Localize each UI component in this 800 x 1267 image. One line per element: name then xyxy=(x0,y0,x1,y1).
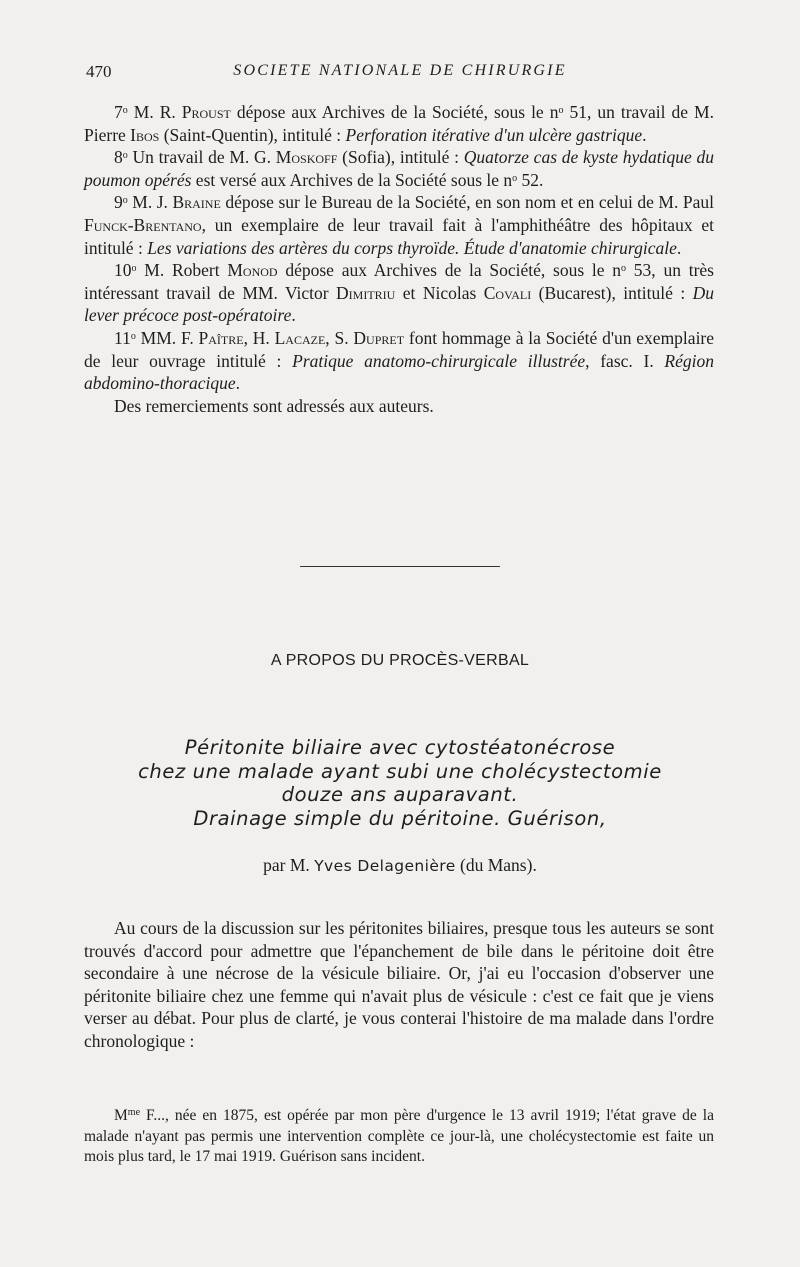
byline: par M. Yves Delagenière (du Mans). xyxy=(263,855,537,875)
article-title-line: Drainage simple du péritoine. Guérison, xyxy=(193,806,607,830)
announcement-item: 7$^o$ M. R. Proust dépose aux Archives de la Société, sous le $n^o$ 51, un travail de M. Pierre Ibos (Saint-Quentin), intitulé : Perforation itérative d'un ulcère gastrique. xyxy=(84,102,714,145)
section-heading: A PROPOS DU PROCÈS-VERBAL xyxy=(270,652,530,669)
article-title-line: Péritonite biliaire avec cytostéatonécrose xyxy=(184,736,616,759)
page-header xyxy=(0,58,800,88)
case-paragraph: $M^{me}$ F..., née en 1875, est opérée par mon père d'urgence le 13 avril 1919; l'état grave de la malade n'ayant pas permis une intervention complète ce jour-là, une cholécystectomie est faite un mois plus tard, le 17 mai 1919. Guérison sans incident. xyxy=(84,1107,714,1165)
announcement-item: 10$^o$ M. Robert Monod dépose aux Archives de la Société, sous le $n^o$ 53, un très intéressant travail de MM. Victor Dimitriu et Nicolas Covali (Bucarest), intitulé : Du lever précoce post-opératoire. xyxy=(84,260,714,326)
article-title-line: douze ans auparavant. xyxy=(281,783,519,806)
author-name: Yves Delagenière xyxy=(314,857,456,875)
page-number: 470 xyxy=(86,62,112,81)
announcement-item: 8$^o$ Un travail de M. G. Moskoff (Sofia), intitulé : Quatorze cas de kyste hydatique du poumon opérés est versé aux Archives de la Société sous le $n^o$ 52. xyxy=(84,147,714,190)
intro-section xyxy=(84,917,714,1053)
announcement-item: 11$^o$ MM. F. Paître, H. Lacaze, S. Dupret font hommage à la Société d'un exemplaire de leur ouvrage intitulé : Pratique anatomo-chirurgicale illustrée, fasc. I. Région abdomino-thoracique. xyxy=(84,327,715,394)
announcement-item: 9$^o$ M. J. Braine dépose sur le Bureau de la Société, en son nom et en celui de M. Paul Funck-Brentano, un exemplaire de leur travail fait à l'amphithéâtre des hôpitaux et intitulé : Les variations des artères du corps thyroïde. Étude d'anatomie chirurgicale. xyxy=(84,192,715,258)
article-title xyxy=(0,736,800,830)
announcements xyxy=(84,101,714,417)
running-title: SOCIETE NATIONALE DE CHIRURGIE xyxy=(233,62,567,79)
case-section xyxy=(84,1106,714,1168)
thanks-line: Des remerciements sont adressés aux auteurs. xyxy=(114,395,434,416)
intro-paragraph: Au cours de la discussion sur les péritonites biliaires, presque tous les auteurs se sont trouvés d'accord pour admettre que l'épanchement de bile dans le péritoine doit être secondaire à une nécrose de la vésicule biliaire. Or, j'ai eu l'occasion d'observer une péritonite biliaire chez une femme qui n'avait plus de vésicule : c'est ce fait que je viens verser au débat. Pour plus de clarté, je vous conterai l'histoire de ma malade dans l'ordre chronologique : xyxy=(84,918,714,1051)
article-title-line: chez une malade ayant subi une cholécystectomie xyxy=(138,759,662,783)
section-divider xyxy=(300,566,500,567)
